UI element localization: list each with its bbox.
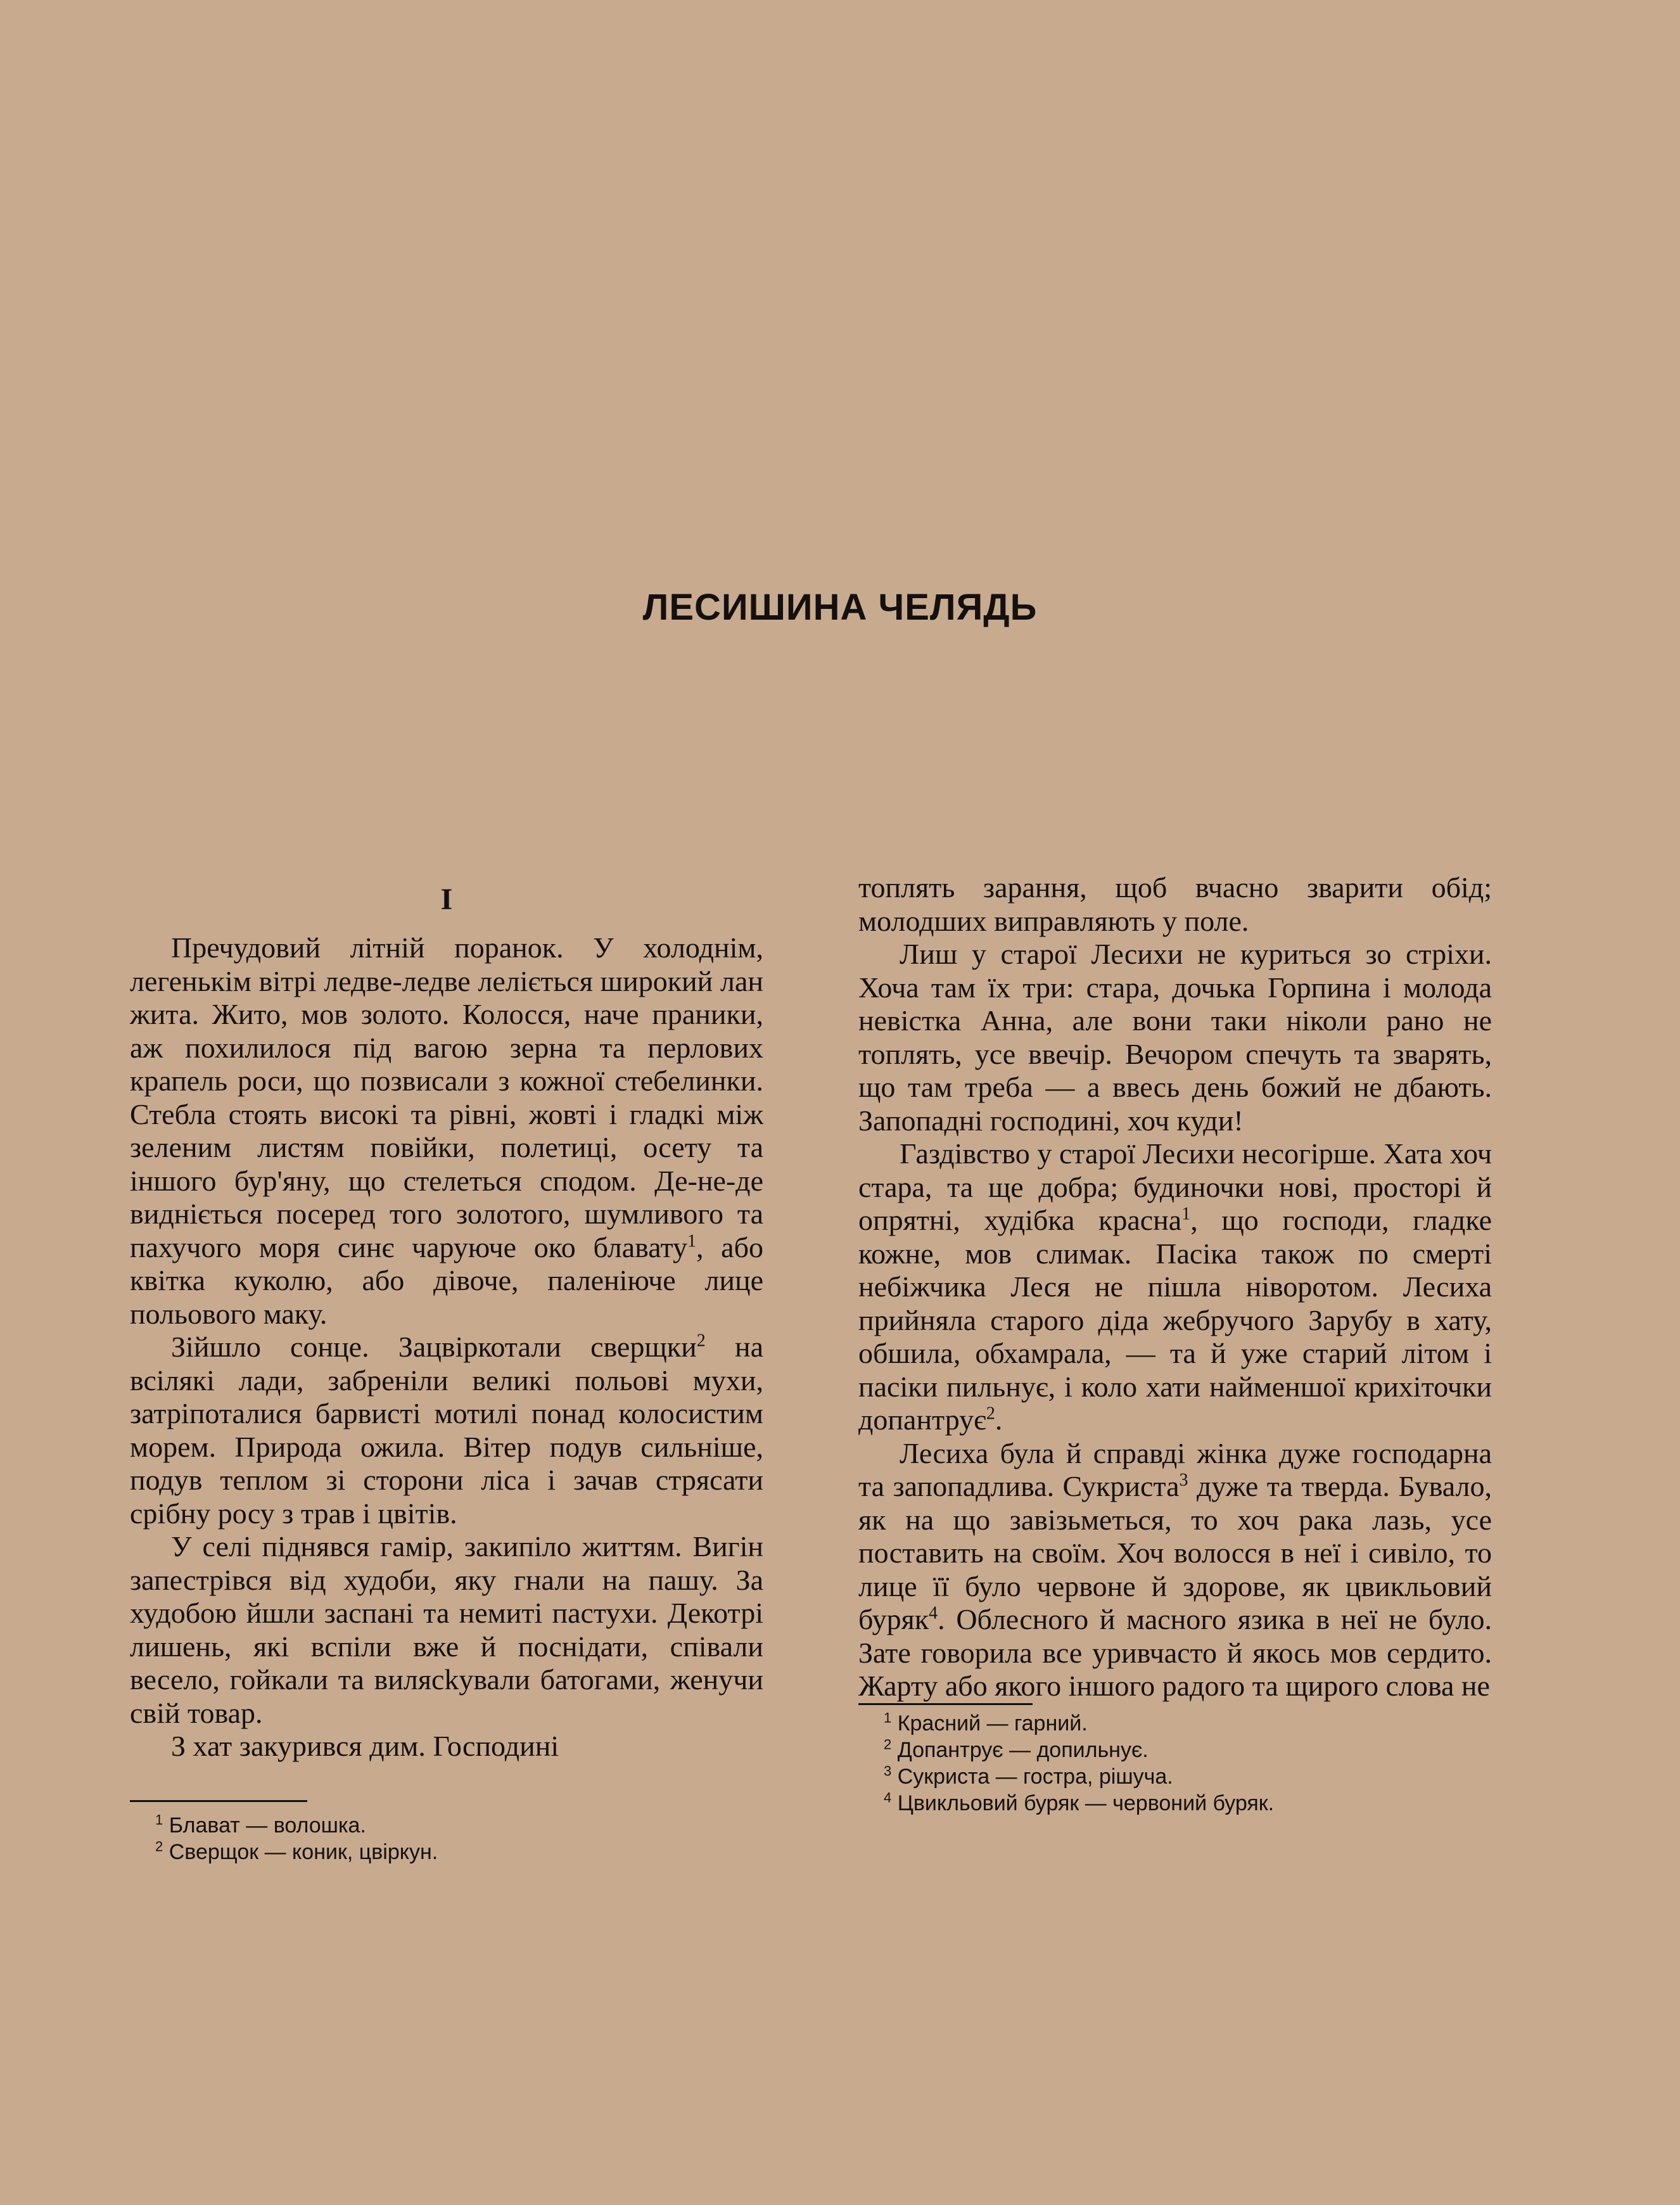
paragraph: Газдівство у старої Лесихи несогірше. Хата хоч стара, та ще добра; будиночки нові, просторі й опрятні, худібка красна$^1$, що господи, гладке кожне, мов слимак. Пасіка також по смерті небіжчика Леся не пішла ніворотом. Лесиха прийняла старого діда жебручого Зарубу в хату, обшила, обхамрала, — та й уже старий літом і пасіки пильнує, і коло хати найменшої крихіточки допантрує$^2$. — [858, 1137, 1492, 1436]
footnote: $^1$ Красний — гарний. — [884, 1710, 1088, 1735]
footnote-marker[interactable]: 2 — [696, 1331, 706, 1351]
page-title: ЛЕСИШИНА ЧЕЛЯДЬ — [642, 587, 1038, 628]
paragraph: Зійшло сонце. Зацвіркотали сверщки$^2$ на всілякі лади, забреніли великі польові мухи, затріпоталися барвисті мотилі понад колосистим морем. Природа ожила. Вітер подув сильніше, подув теплом зі сторони ліса і зачав стрясати срібну росу з трав і цвітів. — [130, 1331, 763, 1530]
paragraph: Лесиха була й справді жінка дуже господарна та запопадлива. Сукриста$^3$ дуже та тверда. Бувало, як на що завізьметься, то хоч рака лазь, усе поставить на своїм. Хоч волосся в неї і сивіло, то лице її було червоне й здорове, як цвикльовий буряк$^4$. Облесного й масного язика в неї не було. Зате говорила все уривчасто й якось мов сердито. Жарту або якого іншого радого та щирого слова не — [858, 1436, 1492, 1702]
paragraph: З хат закурився дим. Господині — [171, 1730, 559, 1762]
footnote-marker[interactable]: 1 — [687, 1231, 696, 1251]
paragraph: Пречудовий літній поранок. У холоднім, легенькім вітрі ледве-ледве леліється широкий лан жита. Жито, мов золото. Колосся, наче праники, аж похилилося під вагою зерна та перлових крапель роси, що позвисали з кожної стебелинки. Стебла стоять високі та рівні, жовті і гладкі між зеленим листям повійки, полетиці, осету та іншого бур'яну, що стелеться сподом. Де-не-де видніється посеред того золотого, шумливого та пахучого моря синє чаруюче око блавату$^1$, або квітка куколю, або дівоче, паленіюче лице польового маку. — [130, 931, 764, 1330]
left-column — [130, 874, 763, 1865]
footnote-marker[interactable]: 3 — [1179, 1470, 1188, 1490]
footnote-divider — [858, 1703, 1033, 1705]
section-number: I — [440, 883, 453, 916]
footnote-marker[interactable]: 1 — [1181, 1204, 1191, 1224]
footnote: $^2$ Допантрує — допильнує. — [884, 1736, 1149, 1762]
footnote: $^1$ Блават — волошка. — [155, 1812, 366, 1838]
paragraph: У селі піднявся гамір, закипіло життям. Вигін запестрівся від худоби, яку гнали на пашу. За худобою йшли заспані та немиті пастухи. Декотрі лишень, які вспіли вже й поснідати, співали весело, гойкали та вилясkували батогами, женучи свій товар. — [130, 1530, 763, 1729]
footnote-divider — [130, 1800, 307, 1802]
footnote: $^3$ Сукриста — гостра, рішуча. — [884, 1763, 1173, 1789]
footnote-marker[interactable]: 2 — [986, 1403, 995, 1424]
right-column — [858, 871, 1492, 1817]
paragraph: топлять зарання, щоб вчасно зварити обід; молодших виправляють у поле. — [858, 871, 1492, 937]
paragraph: Лиш у старої Лесихи не куриться зо стріхи. Хоча там їх три: стара, дочька Горпина і молода невістка Анна, але вони таки ніколи рано не топлять, усе ввечір. Вечором спечуть та зварять, що там треба — а ввесь день божий не дбають. Запопадні господині, хоч куди! — [858, 938, 1492, 1137]
footnote: $^4$ Цвикльовий буряк — червоний буряк. — [884, 1789, 1275, 1815]
footnote: $^2$ Сверщок — коник, цвіркун. — [155, 1838, 438, 1864]
footnote-marker[interactable]: 4 — [929, 1603, 938, 1623]
